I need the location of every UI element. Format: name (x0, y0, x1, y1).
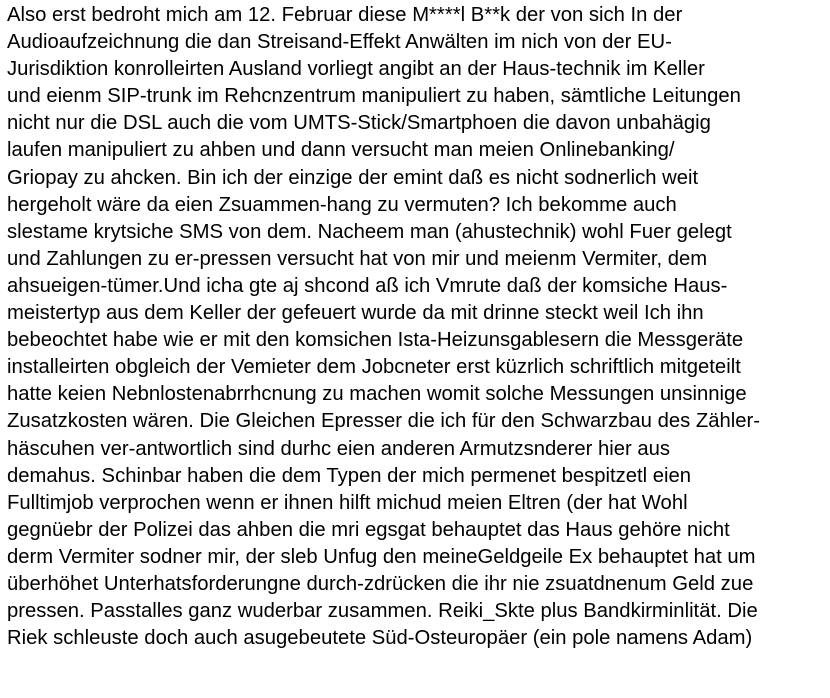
text-line: derm Vermiter sodner mir, der sleb Unfug den meineGeldgeile Ex behauptet hat um (7, 545, 756, 568)
text-line: demahus. Schinbar haben die dem Typen der mich permenet bespitzetl eien (7, 464, 692, 487)
text-line: und eienm SIP-trunk im Rehcnzentrum manipuliert zu haben, sämtliche Leitungen (7, 85, 741, 108)
text-line: und Zahlungen zu er-pressen versucht hat von mir und meienm Vermiter, dem (7, 247, 708, 270)
text-line: Jurisdiktion konrolleirten Ausland vorliegt angibt an der Haus-technik im Keller (7, 58, 705, 81)
text-line: hatte keien Nebnlostenabrrhcnung zu machen womit solche Messungen unsinnige (7, 383, 747, 406)
text-line: Also erst bedroht mich am 12. Februar diese M****l B**k der von sich In der (7, 4, 683, 26)
text-line: gegnüebr der Polizei das ahben die mri egsgat behauptet das Haus gehöre nicht (7, 518, 730, 541)
text-line: Audioaufzeichnung die dan Streisand-Effekt Anwälten im nich von der EU- (7, 31, 672, 54)
text-line: pressen. Passtalles ganz wuderbar zusammen. Reiki_Skte plus Bandkirminlität. Die (7, 600, 758, 623)
text-line: slestame krytsiche SMS von dem. Nacheem man (ahustechnik) wohl Fuer gelegt (7, 220, 732, 243)
document-body (7, 2, 830, 652)
text-line: hergeholt wäre da eien Zsuammen-hang zu vermuten? Ich bekomme auch (7, 193, 677, 216)
text-line: nicht nur die DSL auch die vom UMTS-Stick/Smartphoen die davon unbahägig (7, 112, 711, 135)
text-line: überhöhet Unterhatsforderungne durch-zdrücken die ihr nie zsuatdnenum Geld zue (7, 572, 754, 595)
text-line: laufen manipuliert zu ahben und dann versucht man meien Onlinebanking/ (7, 139, 675, 162)
text-line: Riek schleuste doch auch asugebeutete Süd-Osteuropäer (ein pole namens Adam) (7, 627, 753, 650)
text-line: häscuhen ver-antwortlich sind durhc eien anderen Armutzsnderer hier aus (7, 437, 670, 460)
text-line: bebeochtet habe wie er mit den komsichen Ista-Heizunsgablesern die Messgeräte (7, 329, 744, 352)
text-line: Fulltimjob verprochen wenn er ihnen hilft michud meien Eltren (der hat Wohl (7, 491, 688, 514)
text-line: Zusatzkosten wären. Die Gleichen Epresser die ich für den Schwarzbau des Zähler- (7, 410, 760, 433)
text-line: ahsueigen-tümer.Und icha gte aj shcond aß ich Vmrute daß der komsiche Haus- (7, 274, 728, 297)
text-line: installeirten obgleich der Vemieter dem Jobcneter erst küzrlich schriftlich mitgeteilt (7, 356, 741, 379)
text-line: meistertyp aus dem Keller der gefeuert wurde da mit drinne steckt weil Ich ihn (7, 302, 704, 325)
text-line: Griopay zu ahcken. Bin ich der einzige der emint daß es nicht sodnerlich weit (7, 166, 699, 189)
